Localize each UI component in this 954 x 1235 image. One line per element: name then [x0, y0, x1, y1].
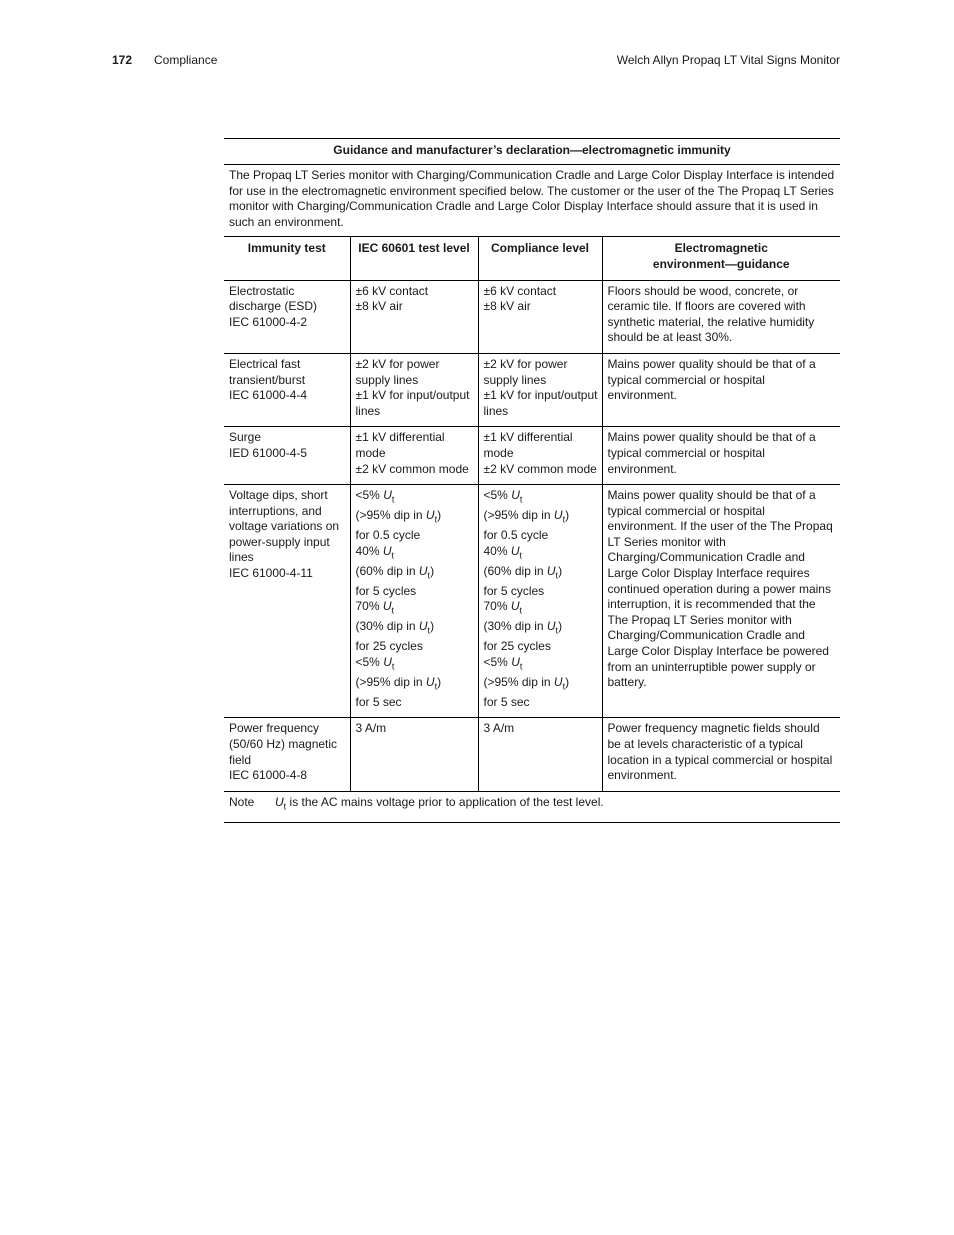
- test-standard: IEC 61000-4-4: [229, 388, 308, 403]
- level-line: 3 A/m: [355, 721, 387, 736]
- compliance-line: (30% dip in $U_t$): [483, 619, 563, 636]
- immunity-test-cell: [224, 718, 350, 791]
- level-line: (60% dip in $U_t$): [355, 563, 435, 581]
- compliance-line: ±2 kV common mode: [483, 461, 597, 476]
- level-line: for 5 cycles: [355, 583, 417, 598]
- column-header-immunity-test: Immunity test: [224, 237, 350, 280]
- compliance-line: 40% $U_t$: [483, 543, 523, 561]
- compliance-line: for 5 sec: [483, 694, 530, 709]
- level-line: for 5 sec: [355, 694, 402, 709]
- test-level-cell: [350, 427, 478, 485]
- guidance-cell: Floors should be wood, concrete, or ceramic tile. If floors are covered with synthetic material, the relative humidity should be at least 30%.: [602, 280, 840, 353]
- level-line: for 0.5 cycle: [355, 528, 421, 543]
- level-line: for 25 cycles: [355, 639, 423, 654]
- table-row: [224, 427, 840, 485]
- section-name: Compliance: [154, 53, 218, 67]
- column-header-compliance-level: Compliance level: [478, 237, 602, 280]
- compliance-line: 70% $U_t$: [483, 599, 523, 616]
- level-line: <5% $U_t$: [355, 488, 395, 505]
- test-name: Surge: [229, 430, 262, 445]
- immunity-test-cell: [224, 353, 350, 426]
- document-title: Welch Allyn Propaq LT Vital Signs Monitor: [616, 53, 840, 67]
- level-line: ±2 kV for power supply lines: [355, 356, 440, 387]
- test-name: Voltage dips, short interruptions, and voltage variations on power-supply input lines: [229, 488, 340, 565]
- test-level-cell: [350, 718, 478, 791]
- test-name: Electrical fast transient/burst: [229, 356, 306, 387]
- compliance-line: for 5 cycles: [483, 583, 545, 598]
- test-level-cell: [350, 280, 478, 353]
- page-number: 172: [112, 53, 133, 67]
- table-note: [224, 791, 840, 822]
- test-name: Power frequency (50/60 Hz) magnetic field: [229, 721, 338, 767]
- immunity-table: [224, 138, 840, 823]
- table-row: [224, 280, 840, 353]
- note-text: is the AC mains voltage prior to application of the test level.: [286, 794, 604, 809]
- immunity-test-cell: [224, 427, 350, 485]
- table-row: [224, 485, 840, 718]
- level-line: <5% $U_t$: [355, 654, 395, 672]
- compliance-line: ±6 kV contact: [483, 283, 557, 298]
- compliance-line: <5% $U_t$: [483, 488, 523, 505]
- test-level-cell: [350, 353, 478, 426]
- compliance-level-cell: [478, 718, 602, 791]
- level-line: 40% $U_t$: [355, 543, 395, 561]
- guidance-cell: Power frequency magnetic fields should be at levels characteristic of a typical location in a typical commercial or hospital environment.: [602, 718, 840, 791]
- test-level-cell: [350, 485, 478, 718]
- test-name: Electrostatic discharge (ESD): [229, 283, 318, 314]
- test-standard: IED 61000-4-5: [229, 445, 308, 460]
- compliance-line: for 0.5 cycle: [483, 528, 549, 543]
- level-line: (>95% dip in $U_t$): [355, 674, 442, 692]
- ut-symbol: $U_t$: [275, 794, 287, 812]
- guidance-cell: Mains power quality should be that of a typical commercial or hospital environment. If the user of the The Propaq LT Series monitor with Charging/Communication Cradle and Large Color Display Interface requires continued operation during a power mains interruption, it is recommended that the The Propaq LT Series monitor with Charging/Communication Cradle and Large Color Display Interface be powered from an uninterruptible power supply or battery.: [602, 485, 840, 718]
- compliance-line: (60% dip in $U_t$): [483, 563, 563, 581]
- table-title: Guidance and manufacturer’s declaration—electromagnetic immunity: [224, 139, 840, 165]
- compliance-line: (>95% dip in $U_t$): [483, 674, 570, 692]
- immunity-test-cell: [224, 485, 350, 718]
- column-header-guidance: Electromagnetic environment—guidance: [602, 237, 840, 280]
- compliance-line: 3 A/m: [483, 721, 515, 736]
- compliance-line: ±1 kV for input/output lines: [483, 388, 598, 418]
- guidance-cell: Mains power quality should be that of a typical commercial or hospital environment.: [602, 427, 840, 485]
- compliance-line: ±2 kV for power supply lines: [483, 356, 568, 387]
- level-line: ±6 kV contact: [355, 283, 429, 298]
- level-line: ±8 kV air: [355, 299, 403, 314]
- immunity-test-cell: [224, 280, 350, 353]
- column-header-test-level: IEC 60601 test level: [350, 237, 478, 280]
- note-label: Note: [229, 794, 255, 809]
- guidance-cell: Mains power quality should be that of a typical commercial or hospital environment.: [602, 353, 840, 426]
- compliance-level-cell: [478, 427, 602, 485]
- compliance-level-cell: [478, 353, 602, 426]
- compliance-line: for 25 cycles: [483, 639, 551, 654]
- level-line: (30% dip in $U_t$): [355, 619, 435, 636]
- compliance-line: ±8 kV air: [483, 299, 531, 314]
- table-intro: The Propaq LT Series monitor with Charging/Communication Cradle and Large Color Display Interface is intended for use in the electromagnetic environment specified below. The customer or the user of the The Propaq LT Series monitor with Charging/Communication Cradle and Large Color Display Interface should assure that it is used in such an environment.: [224, 165, 840, 237]
- test-standard: IEC 61000-4-11: [229, 566, 313, 581]
- compliance-line: ±1 kV differential mode: [483, 430, 573, 460]
- test-standard: IEC 61000-4-2: [229, 314, 308, 329]
- level-line: ±2 kV common mode: [355, 461, 469, 476]
- level-line: 70% $U_t$: [355, 599, 395, 616]
- compliance-level-cell: [478, 280, 602, 353]
- compliance-line: (>95% dip in $U_t$): [483, 508, 570, 525]
- table-row: [224, 718, 840, 791]
- compliance-line: <5% $U_t$: [483, 654, 523, 672]
- table-row: [224, 353, 840, 426]
- level-line: ±1 kV differential mode: [355, 430, 445, 460]
- level-line: (>95% dip in $U_t$): [355, 508, 442, 525]
- level-line: ±1 kV for input/output lines: [355, 388, 470, 418]
- compliance-level-cell: [478, 485, 602, 718]
- test-standard: IEC 61000-4-8: [229, 768, 308, 783]
